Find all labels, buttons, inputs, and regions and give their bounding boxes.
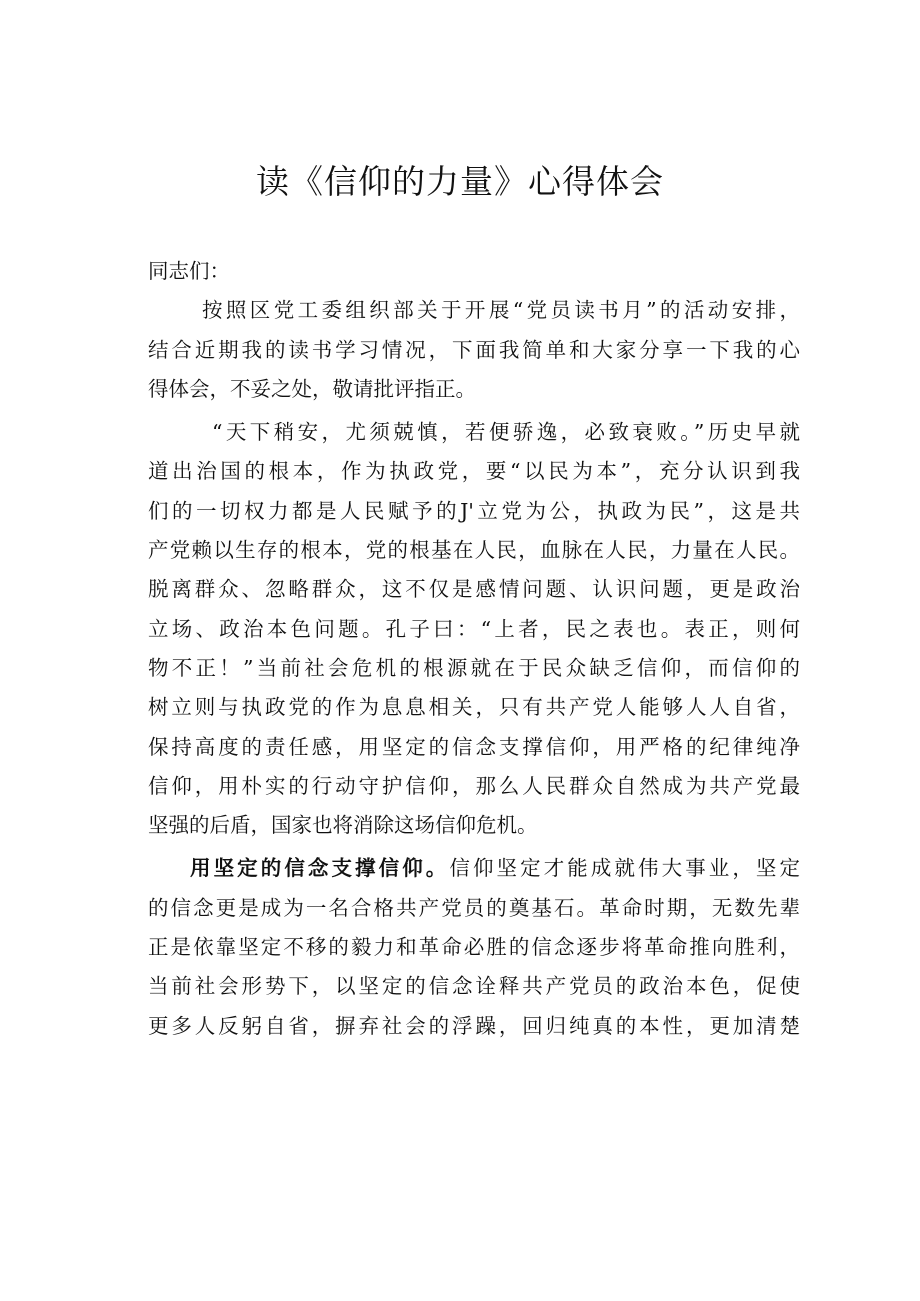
paragraph-line-rest: 信仰坚定才能成就伟大事业，坚定: [449, 856, 801, 881]
paragraph-bold-heading: 用坚定的信念支撑信仰。: [190, 856, 450, 881]
paragraph-line: 当前社会形势下，以坚定的信念诠释共产党员的政治本色，促使: [148, 974, 800, 999]
paragraph-line: 按照区党工委组织部关于开展“党员读书月”的活动安排，: [202, 298, 800, 323]
paragraph-2: [148, 413, 800, 845]
paragraph-line: 树立则与执政党的作为息息相关，只有共产党人能够人人自省，: [148, 695, 800, 720]
paragraph-line: 物不正！”当前社会危机的根源就在于民众缺乏信仰，而信仰的: [148, 655, 800, 680]
paragraph-first-line: [148, 849, 800, 888]
document-title: 读《信仰的力量》心得体会: [256, 162, 664, 201]
paragraph-line: 立场、政治本色问题。孔子曰：“上者，民之表也。表正，则何: [148, 616, 800, 641]
paragraph-line: 脱离群众、忽略群众，这不仅是感情问题、认识问题，更是政治: [148, 577, 800, 602]
paragraph-line: 正是依靠坚定不移的毅力和革命必胜的信念逐步将革命推向胜利，: [148, 935, 800, 960]
paragraph-line: 结合近期我的读书学习情况，下面我简单和大家分享一下我的心: [148, 337, 800, 362]
paragraph-line: 得体会，不妥之处，敬请批评指正。: [148, 376, 476, 401]
paragraph-line: 的信念更是成为一名合格共产党员的奠基石。革命时期，无数先辈: [148, 895, 800, 920]
salutation: 同志们：: [148, 259, 230, 283]
paragraph-line: 更多人反躬自省，摒弃社会的浮躁，回归纯真的本性，更加清楚: [148, 1013, 800, 1038]
paragraph-line: 产党赖以生存的根本，党的根基在人民，血脉在人民，力量在人民。: [148, 538, 800, 563]
paragraph-3: [148, 849, 800, 1045]
paragraph-line: 们的一切权力都是人民赋予的J'立党为公，执政为民”，这是共: [148, 498, 800, 523]
paragraph-1: [148, 291, 800, 409]
document-body: [148, 252, 800, 1046]
paragraph-line: 道出治国的根本，作为执政党，要“以民为本”，充分认识到我: [148, 459, 800, 484]
paragraph-line: 保持高度的责任感，用坚定的信念支撑信仰，用严格的纪律纯净: [148, 734, 800, 759]
paragraph-line: “天下稍安，尤须兢慎，若便骄逸，必致衰败。”历史早就: [212, 420, 800, 445]
paragraph-line: 坚强的后盾，国家也将消除这场信仰危机。: [148, 813, 538, 838]
paragraph-line: 信仰，用朴实的行动守护信仰，那么人民群众自然成为共产党最: [148, 773, 800, 798]
